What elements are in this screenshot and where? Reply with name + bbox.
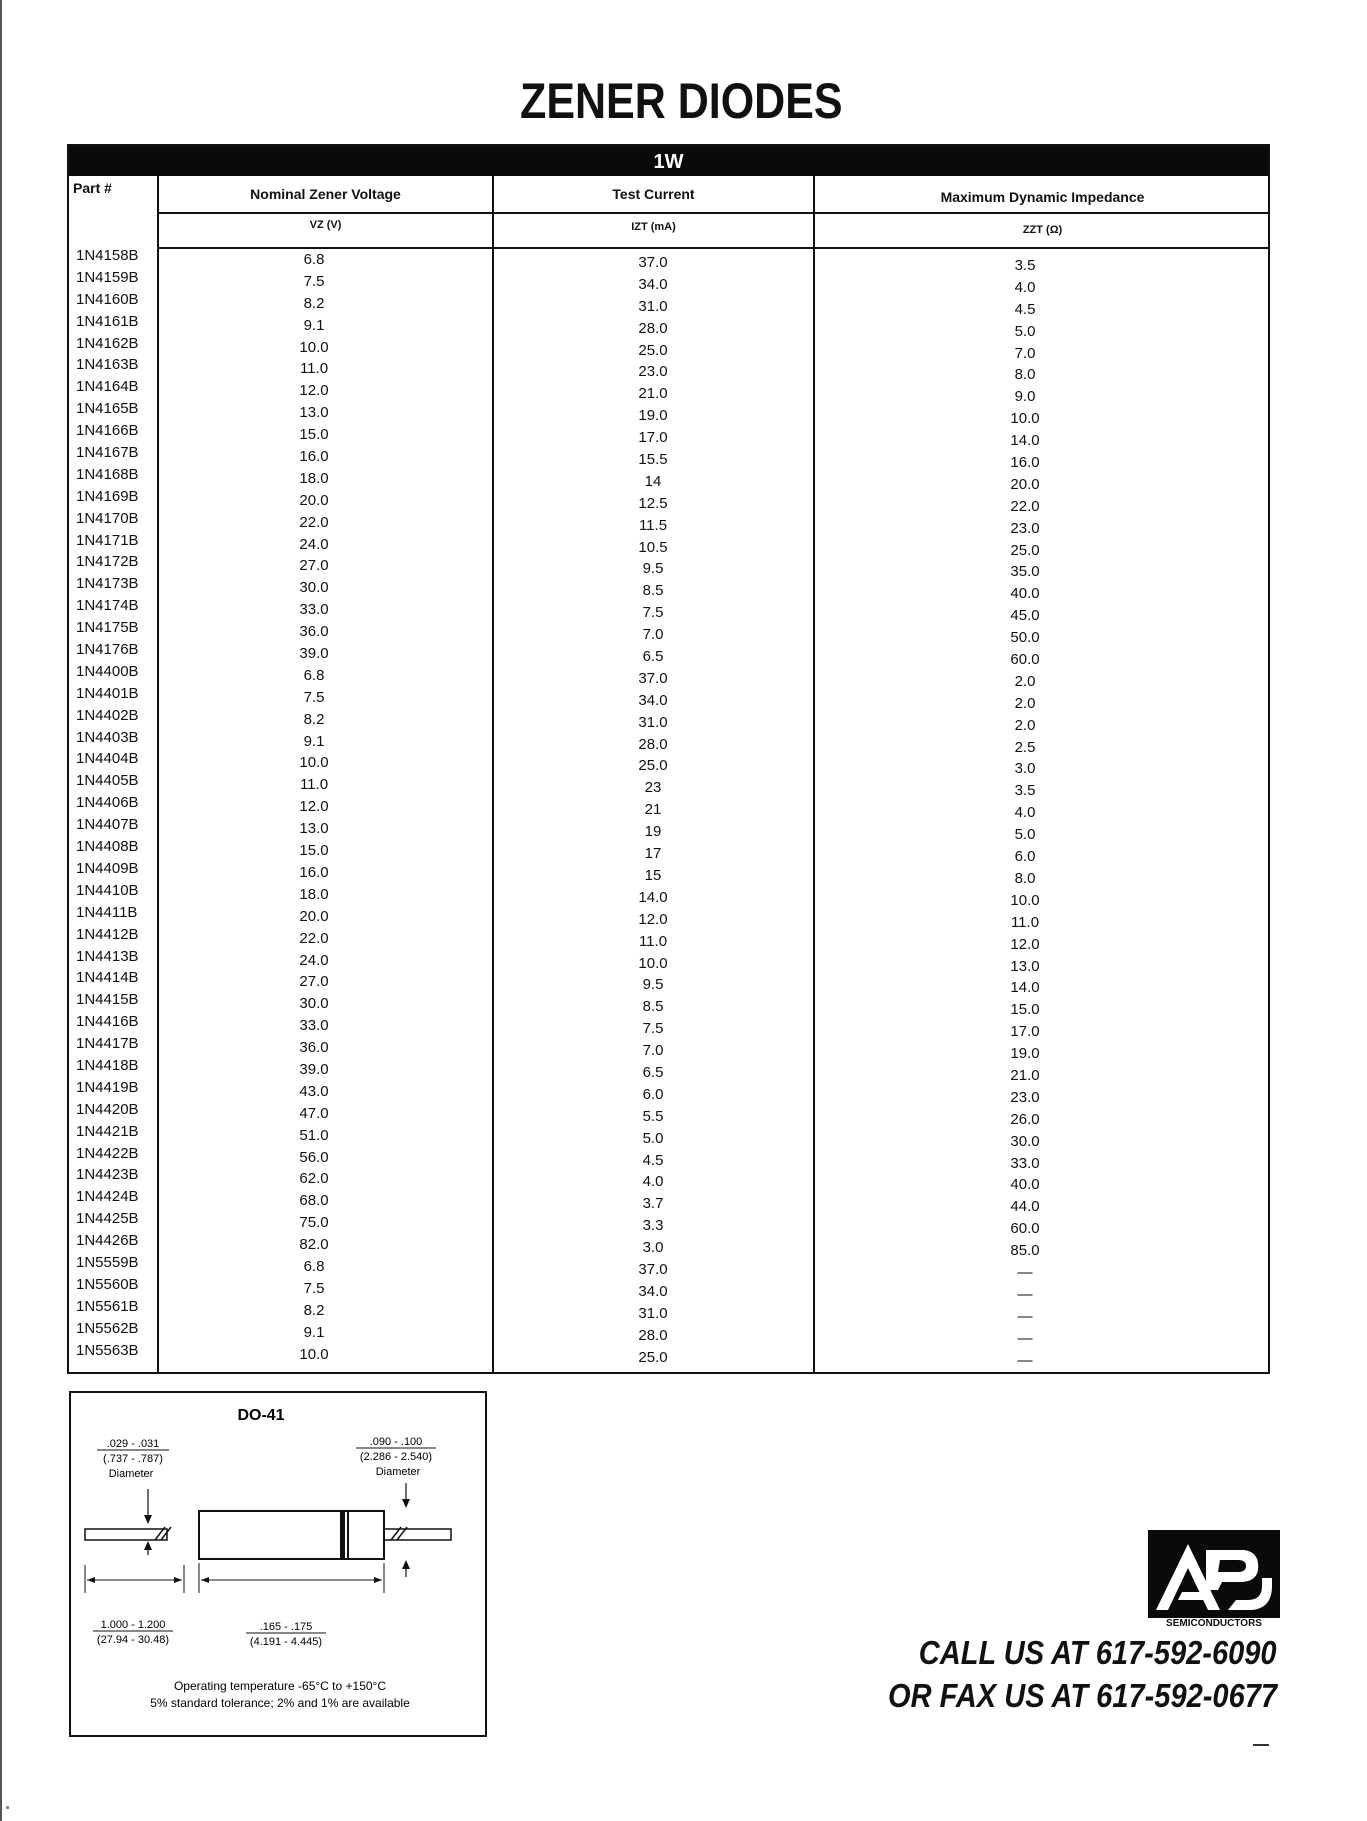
cell-vz: 9.1 [303, 732, 325, 750]
cell-izt: 5.5 [642, 1107, 664, 1125]
cell-part: 1N4172B [76, 553, 139, 571]
cell-izt: 37.0 [638, 1260, 668, 1278]
package-name: DO-41 [237, 1407, 285, 1424]
power-rating-band: 1W [69, 146, 1268, 176]
apd-logo-mark [1148, 1530, 1280, 1618]
cell-part: 1N4408B [76, 838, 139, 856]
cell-part: 1N4407B [76, 816, 139, 834]
cell-zzt: — [1017, 1307, 1033, 1325]
cell-part: 1N4418B [76, 1056, 139, 1074]
cell-izt: 7.0 [642, 626, 664, 644]
cell-izt: 6.5 [642, 1063, 664, 1081]
cell-zzt: 14.0 [1010, 979, 1040, 997]
cell-zzt: 19.0 [1010, 1045, 1040, 1063]
header-part: Part # [73, 180, 112, 196]
cell-zzt: 40.0 [1010, 1176, 1040, 1194]
cell-vz: 12.0 [299, 798, 329, 816]
lead-dia-label: Diameter [108, 1468, 154, 1480]
cell-part: 1N5561B [76, 1297, 139, 1315]
body-len-top: .165 - .175 [259, 1621, 313, 1633]
cell-part: 1N4160B [76, 290, 139, 308]
cell-izt: 9.5 [642, 560, 664, 578]
cell-vz: 6.8 [303, 666, 325, 684]
body-len-bottom: (4.191 - 4.445) [249, 1636, 323, 1648]
cell-izt: 7.5 [642, 1020, 664, 1038]
cell-izt: 4.0 [642, 1173, 664, 1191]
column-divider [813, 176, 815, 1372]
cell-vz: 12.0 [299, 382, 329, 400]
cell-vz: 62.0 [299, 1170, 329, 1188]
cell-zzt: 8.0 [1014, 869, 1036, 887]
cell-part: 1N4166B [76, 422, 139, 440]
cell-zzt: 2.0 [1014, 716, 1036, 734]
cell-vz: 43.0 [299, 1082, 329, 1100]
cell-zzt: 13.0 [1010, 957, 1040, 975]
cell-vz: 10.0 [299, 754, 329, 772]
do41-outline-drawing [71, 1393, 489, 1739]
cell-vz: 82.0 [299, 1236, 329, 1254]
cell-vz: 39.0 [299, 645, 329, 663]
cell-vz: 7.5 [303, 1279, 325, 1297]
arrowhead [402, 1499, 410, 1508]
package-outline-box [69, 1391, 487, 1737]
cell-part: 1N4410B [76, 881, 139, 899]
body-dia-bottom: (2.286 - 2.540) [359, 1451, 433, 1463]
cell-zzt: 11.0 [1010, 913, 1040, 931]
cell-izt: 19.0 [638, 407, 668, 425]
cell-vz: 33.0 [299, 1017, 329, 1035]
cell-zzt: 22.0 [1010, 497, 1040, 515]
cell-part: 1N4159B [76, 268, 139, 286]
left-lead [85, 1529, 167, 1540]
cell-vz: 39.0 [299, 1060, 329, 1078]
cell-izt: 3.7 [642, 1195, 664, 1213]
cell-zzt: 10.0 [1010, 410, 1040, 428]
cell-zzt: 2.0 [1014, 694, 1036, 712]
cell-part: 1N4167B [76, 444, 139, 462]
cell-izt: 8.5 [642, 582, 664, 600]
cell-izt: 15 [644, 866, 662, 884]
cell-part: 1N4403B [76, 728, 139, 746]
cell-part: 1N4424B [76, 1188, 139, 1206]
cell-part: 1N4175B [76, 619, 139, 637]
cell-izt: 5.0 [642, 1129, 664, 1147]
cell-zzt: 33.0 [1010, 1154, 1040, 1172]
arrowhead [402, 1560, 410, 1569]
cell-part: 1N4158B [76, 247, 139, 264]
cell-zzt: 15.0 [1010, 1001, 1040, 1019]
cell-vz: 20.0 [299, 491, 329, 509]
cell-part: 1N4411B [76, 903, 138, 921]
cell-vz: 27.0 [299, 973, 329, 991]
cell-izt: 28.0 [638, 319, 668, 337]
unit-vz: VZ (V) [309, 219, 342, 231]
cell-izt: 31.0 [638, 713, 668, 731]
cell-part: 1N4170B [76, 509, 139, 527]
diode-body [199, 1511, 384, 1559]
cell-izt: 25.0 [638, 341, 668, 359]
cell-vz: 18.0 [299, 885, 329, 903]
cell-part: 1N4169B [76, 487, 139, 505]
cell-part: 1N4165B [76, 400, 139, 418]
cell-vz: 8.2 [303, 710, 325, 728]
cell-vz: 24.0 [299, 951, 329, 969]
cell-zzt: 60.0 [1010, 1220, 1040, 1238]
cell-part: 1N4419B [76, 1078, 139, 1096]
cell-zzt: 30.0 [1010, 1132, 1040, 1150]
cell-zzt: 25.0 [1010, 541, 1040, 559]
cell-vz: 10.0 [299, 1345, 329, 1363]
cell-zzt: — [1017, 1285, 1033, 1303]
zzt-column [907, 255, 1143, 1371]
cell-part: 1N4409B [76, 859, 139, 877]
arrowhead [87, 1577, 95, 1583]
cell-part: 1N5562B [76, 1319, 139, 1337]
cell-zzt: 4.0 [1014, 278, 1036, 296]
cell-izt: 9.5 [642, 976, 664, 994]
cell-part: 1N5560B [76, 1275, 139, 1293]
cell-zzt: 4.5 [1014, 300, 1036, 318]
cell-zzt: 26.0 [1010, 1110, 1040, 1128]
body-dia-label: Diameter [375, 1466, 421, 1478]
cell-zzt: — [1017, 1351, 1033, 1369]
cell-zzt: 50.0 [1010, 629, 1040, 647]
cathode-band [340, 1511, 345, 1559]
cell-vz: 15.0 [299, 426, 329, 444]
scan-dot [6, 1806, 9, 1809]
cell-izt: 28.0 [638, 1326, 668, 1344]
cell-izt: 31.0 [638, 1304, 668, 1322]
cell-izt: 11.5 [638, 516, 668, 534]
cell-izt: 7.5 [642, 604, 664, 622]
cell-izt: 34.0 [638, 1282, 668, 1300]
cell-zzt: 4.0 [1014, 804, 1036, 822]
cell-part: 1N4417B [76, 1035, 139, 1053]
body-dia-top: .090 - .100 [369, 1436, 423, 1448]
header-divider [157, 212, 1268, 214]
cell-part: 1N4404B [76, 750, 139, 768]
cell-izt: 34.0 [638, 691, 668, 709]
cell-zzt: 12.0 [1010, 935, 1040, 953]
cell-zzt: 40.0 [1010, 585, 1040, 603]
cell-vz: 11.0 [299, 360, 329, 378]
cell-part: 1N4168B [76, 465, 139, 483]
cell-part: 1N4174B [76, 597, 139, 615]
cell-izt: 37.0 [638, 254, 668, 271]
cell-part: 1N4426B [76, 1232, 139, 1250]
cell-izt: 21 [644, 801, 662, 819]
izt-column [567, 252, 739, 1368]
cell-izt: 28.0 [638, 735, 668, 753]
cell-vz: 22.0 [299, 513, 329, 531]
cell-part: 1N4173B [76, 575, 139, 593]
cell-part: 1N4414B [76, 969, 139, 987]
cell-part: 1N4400B [76, 662, 139, 680]
cell-izt: 25.0 [638, 757, 668, 775]
cell-zzt: 5.0 [1014, 826, 1036, 844]
cell-zzt: 21.0 [1010, 1066, 1040, 1084]
column-divider [492, 176, 494, 1372]
cell-izt: 10.5 [638, 538, 668, 556]
cell-part: 1N4406B [76, 794, 139, 812]
cell-zzt: 23.0 [1010, 519, 1040, 537]
cell-zzt: 2.5 [1014, 738, 1036, 756]
cell-vz: 13.0 [299, 820, 329, 838]
cell-zzt: 17.0 [1010, 1023, 1040, 1041]
cell-izt: 12.0 [638, 910, 668, 928]
cell-zzt: 14.0 [1010, 432, 1040, 450]
cell-izt: 3.3 [642, 1217, 664, 1235]
cell-vz: 51.0 [299, 1126, 329, 1144]
cell-part: 1N4402B [76, 706, 139, 724]
cell-part: 1N5563B [76, 1341, 139, 1359]
cell-vz: 75.0 [299, 1214, 329, 1232]
header-zzt: Maximum Dynamic Impedance [940, 189, 1145, 205]
part-column [76, 245, 161, 1361]
cell-part: 1N4413B [76, 947, 139, 965]
cell-zzt: 8.0 [1014, 366, 1036, 384]
cell-zzt: 35.0 [1010, 563, 1040, 581]
cell-izt: 12.5 [638, 494, 668, 512]
cell-vz: 36.0 [299, 623, 329, 641]
cell-part: 1N4423B [76, 1166, 139, 1184]
cell-part: 1N4416B [76, 1013, 139, 1031]
cell-vz: 9.1 [303, 316, 325, 334]
cell-vz: 13.0 [299, 404, 329, 422]
cell-zzt: 9.0 [1014, 388, 1036, 406]
cell-part: 1N4162B [76, 334, 139, 352]
cell-vz: 24.0 [299, 535, 329, 553]
cell-zzt: 10.0 [1010, 891, 1040, 909]
cell-izt: 10.0 [638, 954, 668, 972]
cell-zzt: 2.0 [1014, 672, 1036, 690]
cell-izt: 21.0 [638, 385, 668, 403]
cell-part: 1N4164B [76, 378, 139, 396]
cell-izt: 14 [644, 472, 662, 490]
lead-dia-bottom: (.737 - .787) [103, 1453, 163, 1465]
cell-izt: 19 [644, 823, 662, 841]
cell-izt: 6.5 [642, 648, 664, 666]
arrowhead [144, 1515, 152, 1524]
cell-zzt: 5.0 [1014, 322, 1036, 340]
cell-izt: 17.0 [638, 429, 668, 447]
cell-izt: 8.5 [642, 998, 664, 1016]
cell-vz: 6.8 [303, 251, 325, 268]
cell-part: 1N4420B [76, 1100, 139, 1118]
cell-vz: 15.0 [299, 842, 329, 860]
cell-zzt: 3.5 [1014, 257, 1036, 274]
cell-vz: 68.0 [299, 1192, 329, 1210]
vz-column [224, 249, 404, 1365]
cell-part: 1N5559B [76, 1253, 139, 1271]
logo-wordmark: SEMICONDUCTORS [1166, 1618, 1262, 1629]
cell-part: 1N4401B [76, 684, 139, 702]
cathode-band [347, 1511, 349, 1559]
cell-vz: 8.2 [303, 294, 325, 312]
zener-table [67, 144, 1270, 1374]
cell-vz: 10.0 [299, 338, 329, 356]
page-edge [0, 0, 2, 1821]
cell-zzt: 44.0 [1010, 1198, 1040, 1216]
cell-vz: 6.8 [303, 1257, 325, 1275]
cell-vz: 56.0 [299, 1148, 329, 1166]
cell-izt: 3.0 [642, 1239, 664, 1257]
cell-vz: 36.0 [299, 1039, 329, 1057]
temperature-note: Operating temperature -65°C to +150°C [173, 1679, 387, 1693]
cell-zzt: — [1017, 1263, 1033, 1281]
cell-vz: 20.0 [299, 907, 329, 925]
cell-izt: 11.0 [638, 932, 668, 950]
cell-zzt: 3.0 [1014, 760, 1036, 778]
cell-izt: 4.5 [642, 1151, 664, 1169]
cell-zzt: 16.0 [1010, 454, 1040, 472]
cell-vz: 22.0 [299, 929, 329, 947]
page-title: ZENER DIODES [520, 73, 843, 129]
cell-part: 1N4415B [76, 991, 139, 1009]
cell-zzt: 3.5 [1014, 782, 1036, 800]
arrowhead [144, 1541, 152, 1550]
cell-izt: 17 [644, 845, 662, 863]
cell-zzt: 20.0 [1010, 475, 1040, 493]
cell-part: 1N4422B [76, 1144, 139, 1162]
cell-izt: 34.0 [638, 275, 668, 293]
cell-izt: 7.0 [642, 1042, 664, 1060]
lead-len-bottom: (27.94 - 30.48) [96, 1634, 170, 1646]
cell-izt: 37.0 [638, 669, 668, 687]
cell-izt: 14.0 [638, 888, 668, 906]
cell-part: 1N4171B [76, 531, 139, 549]
cell-zzt: 45.0 [1010, 607, 1040, 625]
cell-part: 1N4412B [76, 925, 139, 943]
cell-vz: 7.5 [303, 688, 325, 706]
cell-vz: 18.0 [299, 469, 329, 487]
lead-dia-top: .029 - .031 [106, 1438, 160, 1450]
cell-part: 1N4425B [76, 1210, 139, 1228]
lead-len-top: 1.000 - 1.200 [100, 1619, 166, 1631]
header-izt: Test Current [612, 186, 695, 202]
cell-vz: 16.0 [299, 448, 329, 466]
cell-zzt: 60.0 [1010, 651, 1040, 669]
cell-izt: 25.0 [638, 1348, 668, 1366]
cell-izt: 6.0 [642, 1085, 664, 1103]
cell-vz: 11.0 [299, 776, 329, 794]
arrowhead [374, 1577, 382, 1583]
cell-zzt: — [1017, 1329, 1033, 1347]
unit-zzt: ZZT (Ω) [1022, 224, 1063, 236]
cell-vz: 30.0 [299, 579, 329, 597]
fax-contact: OR FAX US AT 617-592-0677 [888, 1677, 1277, 1714]
cell-izt: 15.5 [638, 451, 668, 469]
corner-mark [1253, 1744, 1269, 1746]
cell-zzt: 23.0 [1010, 1088, 1040, 1106]
cell-izt: 23.0 [638, 363, 668, 381]
cell-zzt: 6.0 [1014, 848, 1036, 866]
cell-vz: 7.5 [303, 272, 325, 290]
cell-vz: 8.2 [303, 1301, 325, 1319]
cell-vz: 9.1 [303, 1323, 325, 1341]
cell-part: 1N4421B [76, 1122, 139, 1140]
cell-part: 1N4405B [76, 772, 139, 790]
tolerance-note: 5% standard tolerance; 2% and 1% are available [150, 1696, 410, 1710]
cell-vz: 47.0 [299, 1104, 329, 1122]
arrowhead [201, 1577, 209, 1583]
unit-izt: IZT (mA) [631, 221, 676, 233]
cell-vz: 16.0 [299, 863, 329, 881]
header-vz: Nominal Zener Voltage [250, 186, 401, 202]
cell-vz: 27.0 [299, 557, 329, 575]
arrowhead [174, 1577, 182, 1583]
cell-part: 1N4161B [76, 312, 139, 330]
cell-izt: 23 [644, 779, 662, 797]
cell-zzt: 85.0 [1010, 1242, 1040, 1260]
cell-zzt: 7.0 [1014, 344, 1036, 362]
cell-part: 1N4163B [76, 356, 139, 374]
cell-vz: 33.0 [299, 601, 329, 619]
cell-izt: 31.0 [638, 297, 668, 315]
cell-part: 1N4176B [76, 641, 139, 659]
phone-contact: CALL US AT 617-592-6090 [919, 1634, 1277, 1671]
cell-vz: 30.0 [299, 995, 329, 1013]
